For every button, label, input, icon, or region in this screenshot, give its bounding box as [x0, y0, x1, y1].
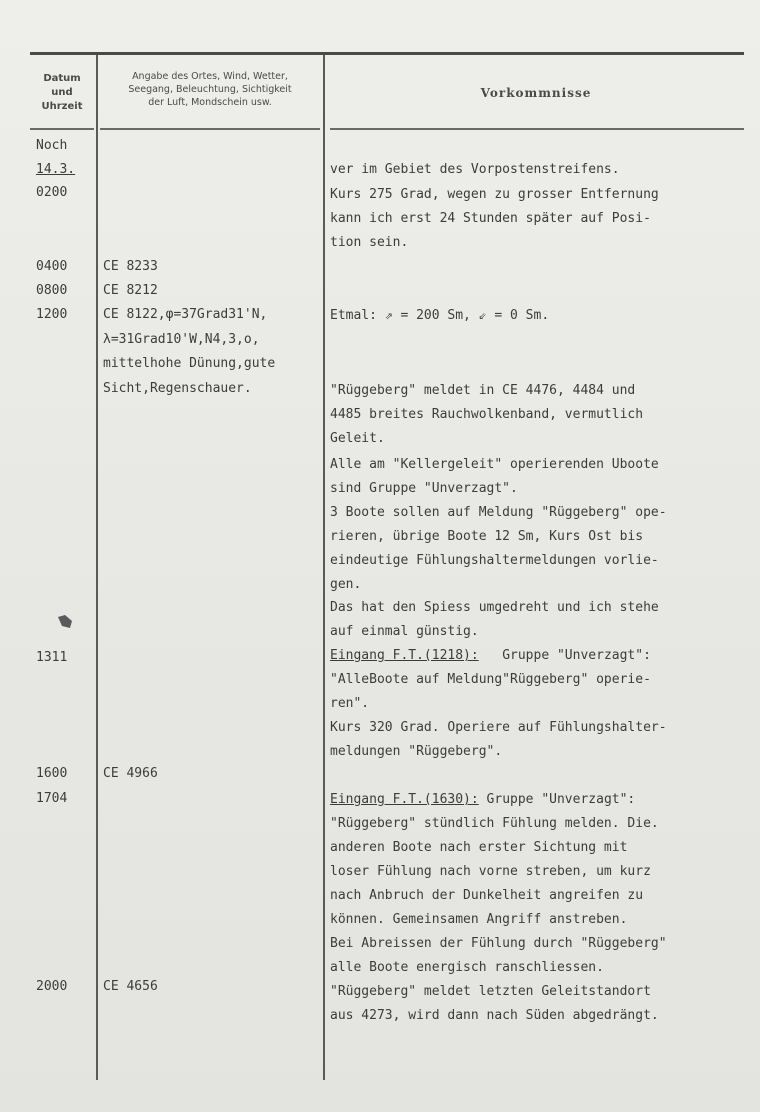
- event-line: Etmal: ⇗ = 200 Sm, ⇙ = 0 Sm.: [330, 308, 550, 323]
- event-line: Bei Abreissen der Fühlung durch "Rüggeberg": [330, 936, 667, 951]
- event-line: ver im Gebiet des Vorpostenstreifens.: [330, 162, 620, 177]
- event-line: 3 Boote sollen auf Meldung "Rüggeberg" ope-: [330, 505, 667, 520]
- event-line: loser Fühlung nach vorne streben, um kurz: [330, 864, 651, 879]
- event-line: Kurs 320 Grad. Operiere auf Fühlungshalter-: [330, 720, 667, 735]
- position-weather-entry: Sicht,Regenschauer.: [103, 381, 252, 396]
- radio-message-label: Eingang F.T.(1218):: [330, 648, 479, 663]
- date-time-entry: 0400: [36, 259, 68, 274]
- header-events: Vorkommnisse: [480, 86, 592, 100]
- radio-message-label: Eingang F.T.(1630):: [330, 792, 479, 807]
- top-rule: [30, 52, 744, 55]
- date-time-entry: 1600: [36, 766, 68, 781]
- position-weather-entry: CE 8122,φ=37Grad31'N,: [103, 307, 268, 322]
- ink-blot-icon: [56, 614, 74, 630]
- event-line: auf einmal günstig.: [330, 624, 479, 639]
- date-time-entry: 14.3.: [36, 162, 76, 177]
- date-time-entry: 0800: [36, 283, 68, 298]
- header-place: [100, 70, 320, 109]
- event-line: Das hat den Spiess umgedreht und ich stehe: [330, 600, 659, 615]
- date-time-entry: 1200: [36, 307, 68, 322]
- column-divider-2: [323, 55, 325, 1080]
- event-line: "Rüggeberg" stündlich Fühlung melden. Die.: [330, 816, 659, 831]
- event-line: gen.: [330, 577, 362, 592]
- event-line: alle Boote energisch ranschliessen.: [330, 960, 604, 975]
- date-time-entry: 2000: [36, 979, 68, 994]
- header-date-line: Uhrzeit: [41, 101, 83, 112]
- position-weather-entry: CE 8233: [103, 259, 158, 274]
- header-rule-date: [30, 128, 94, 130]
- header-place-line: Angabe des Ortes, Wind, Wetter,: [132, 71, 288, 82]
- header-rule-events: [330, 128, 744, 130]
- event-line: nach Anbruch der Dunkelheit angreifen zu: [330, 888, 644, 903]
- event-line: sind Gruppe "Unverzagt".: [330, 481, 518, 496]
- position-weather-entry: CE 4966: [103, 766, 158, 781]
- event-line: "AlleBoote auf Meldung"Rüggeberg" operie-: [330, 672, 651, 687]
- event-line: Alle am "Kellergeleit" operierenden Uboote: [330, 457, 659, 472]
- event-line: Eingang F.T.(1630): Gruppe "Unverzagt":: [330, 792, 636, 807]
- event-line: tion sein.: [330, 235, 409, 250]
- position-weather-entry: λ=31Grad10'W,N4,3,o,: [103, 332, 260, 347]
- header-place-line: Seegang, Beleuchtung, Sichtigkeit: [128, 84, 292, 95]
- event-line: eindeutige Fühlungshaltermeldungen vorlie-: [330, 553, 659, 568]
- position-weather-entry: CE 8212: [103, 283, 158, 298]
- date-time-entry: Noch: [36, 138, 68, 153]
- date-time-entry: 0200: [36, 185, 68, 200]
- event-line: können. Gemeinsamen Angriff anstreben.: [330, 912, 628, 927]
- column-divider-1: [96, 55, 98, 1080]
- header-date-line: und: [51, 87, 73, 98]
- position-weather-entry: mittelhohe Dünung,gute: [103, 356, 276, 371]
- event-line: Kurs 275 Grad, wegen zu grosser Entfernung: [330, 187, 659, 202]
- header-date: [30, 72, 94, 114]
- event-line: Eingang F.T.(1218): Gruppe "Unverzagt":: [330, 648, 651, 663]
- date-time-entry: 1311: [36, 650, 68, 665]
- event-line: 4485 breites Rauchwolkenband, vermutlich: [330, 407, 644, 422]
- header-place-line: der Luft, Mondschein usw.: [148, 97, 272, 108]
- header-date-line: Datum: [43, 73, 81, 84]
- event-line: ren".: [330, 696, 370, 711]
- event-line: "Rüggeberg" meldet letzten Geleitstandort: [330, 984, 651, 999]
- event-line: aus 4273, wird dann nach Süden abgedrängt.: [330, 1008, 659, 1023]
- event-line: rieren, übrige Boote 12 Sm, Kurs Ost bis: [330, 529, 644, 544]
- header-rule-place: [100, 128, 320, 130]
- event-line: "Rüggeberg" meldet in CE 4476, 4484 und: [330, 383, 636, 398]
- position-weather-entry: CE 4656: [103, 979, 158, 994]
- event-line: meldungen "Rüggeberg".: [330, 744, 503, 759]
- event-line: anderen Boote nach erster Sichtung mit: [330, 840, 628, 855]
- event-line: Geleit.: [330, 431, 385, 446]
- event-line: kann ich erst 24 Stunden später auf Posi-: [330, 211, 651, 226]
- date-time-entry: 1704: [36, 791, 68, 806]
